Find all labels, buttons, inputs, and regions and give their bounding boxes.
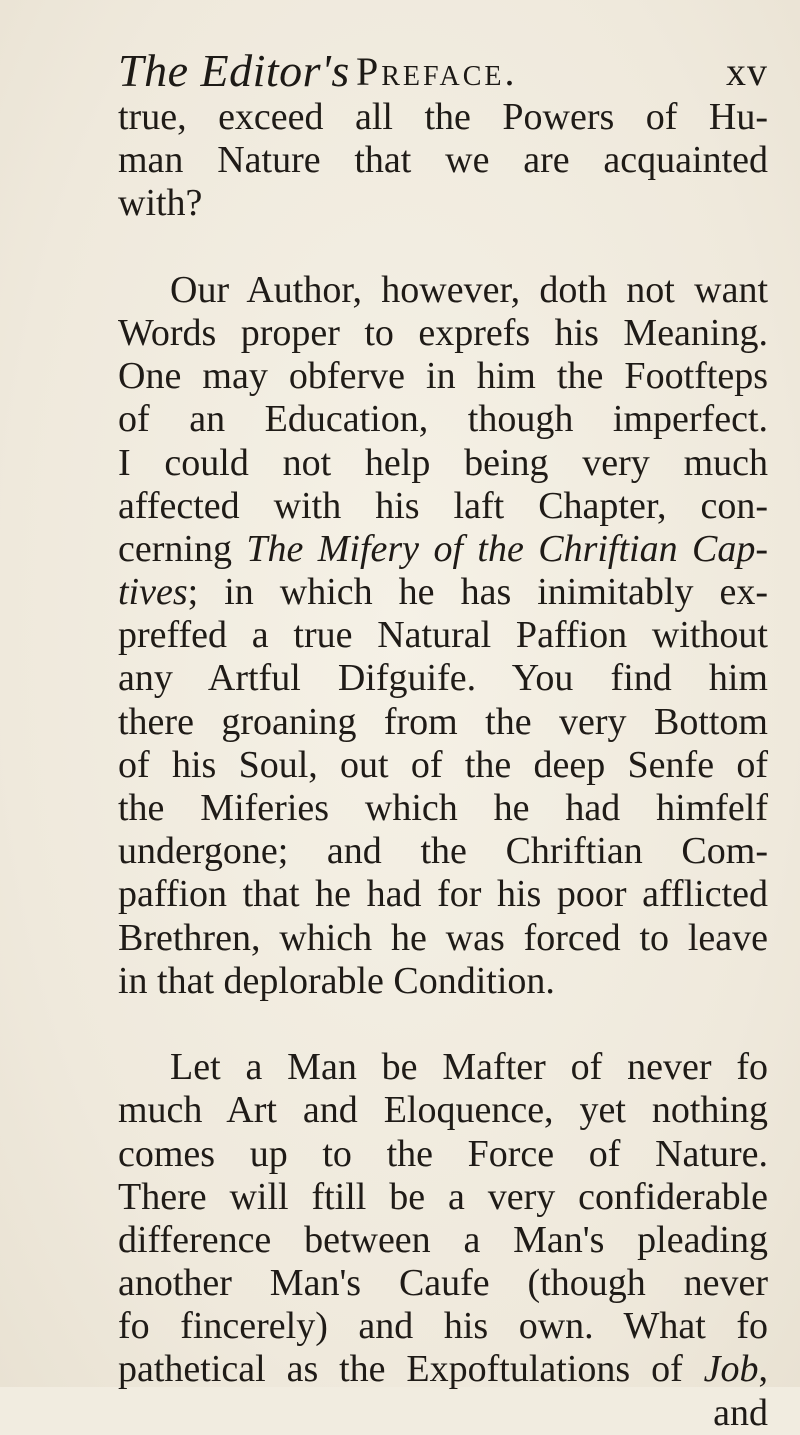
text-run: ; in which he has inimitably ex- xyxy=(187,571,768,614)
text-run: cerning xyxy=(118,527,247,570)
text-line xyxy=(118,1348,768,1391)
text-run: pathetical as the Expoftulations of xyxy=(118,1348,704,1391)
text-line: paffion that he had for his poor afflicted xyxy=(118,873,768,916)
text-line: comes up to the Force of Nature. xyxy=(118,1132,768,1175)
running-head xyxy=(118,44,768,104)
text-line xyxy=(118,528,768,571)
running-head-title: The Editor's xyxy=(118,45,350,96)
text-run: , xyxy=(758,1348,768,1391)
text-line: difference between a Man's pleading xyxy=(118,1218,768,1261)
text-line: There will ftill be a very confiderable xyxy=(118,1175,768,1218)
paragraph-gap xyxy=(118,226,768,269)
body-text xyxy=(118,96,768,1435)
text-line: the Miferies which he had himfelf xyxy=(118,787,768,829)
text-line: true, exceed all the Powers of Hu- xyxy=(118,96,768,138)
text-line: of his Soul, out of the deep Senfe of xyxy=(118,743,768,786)
catchword: and xyxy=(713,1391,768,1434)
text-line: undergone; and the Chriftian Com- xyxy=(118,830,768,873)
text-line: there groaning from the very Bottom xyxy=(118,700,768,743)
book-title-italic: The Mifery of the Chriftian Cap- xyxy=(246,527,769,570)
page-number: xv xyxy=(726,49,768,94)
text-line: preffed a true Natural Paffion without xyxy=(118,614,768,657)
running-head-section: Preface. xyxy=(356,49,518,94)
text-line: much Art and Eloquence, yet nothing xyxy=(118,1089,768,1132)
text-line: in that deplorable Condition. xyxy=(118,959,555,1002)
book-title-italic: tives xyxy=(118,571,188,614)
text-line: Brethren, which he was forced to leave xyxy=(118,916,768,959)
text-line xyxy=(118,571,768,614)
text-line: any Artful Difguife. You find him xyxy=(118,657,768,700)
text-line: One may obferve in him the Footfteps xyxy=(118,355,768,398)
name-italic: Job xyxy=(703,1348,759,1391)
text-line: Our Author, however, doth not want xyxy=(170,268,768,311)
text-line: with? xyxy=(118,182,203,225)
text-line: another Man's Caufe (though never xyxy=(118,1262,768,1305)
text-line: Words proper to exprefs his Meaning. xyxy=(118,311,768,354)
paragraph-gap xyxy=(118,1003,768,1046)
text-line: I could not help being very much xyxy=(118,441,768,484)
text-line: Let a Man be Mafter of never fo xyxy=(170,1046,768,1089)
text-line: affected with his laft Chapter, con- xyxy=(118,484,768,527)
text-line: fo fincerely) and his own. What fo xyxy=(118,1305,768,1348)
text-line: of an Education, though imperfect. xyxy=(118,398,768,441)
text-line: man Nature that we are acquainted xyxy=(118,139,768,182)
